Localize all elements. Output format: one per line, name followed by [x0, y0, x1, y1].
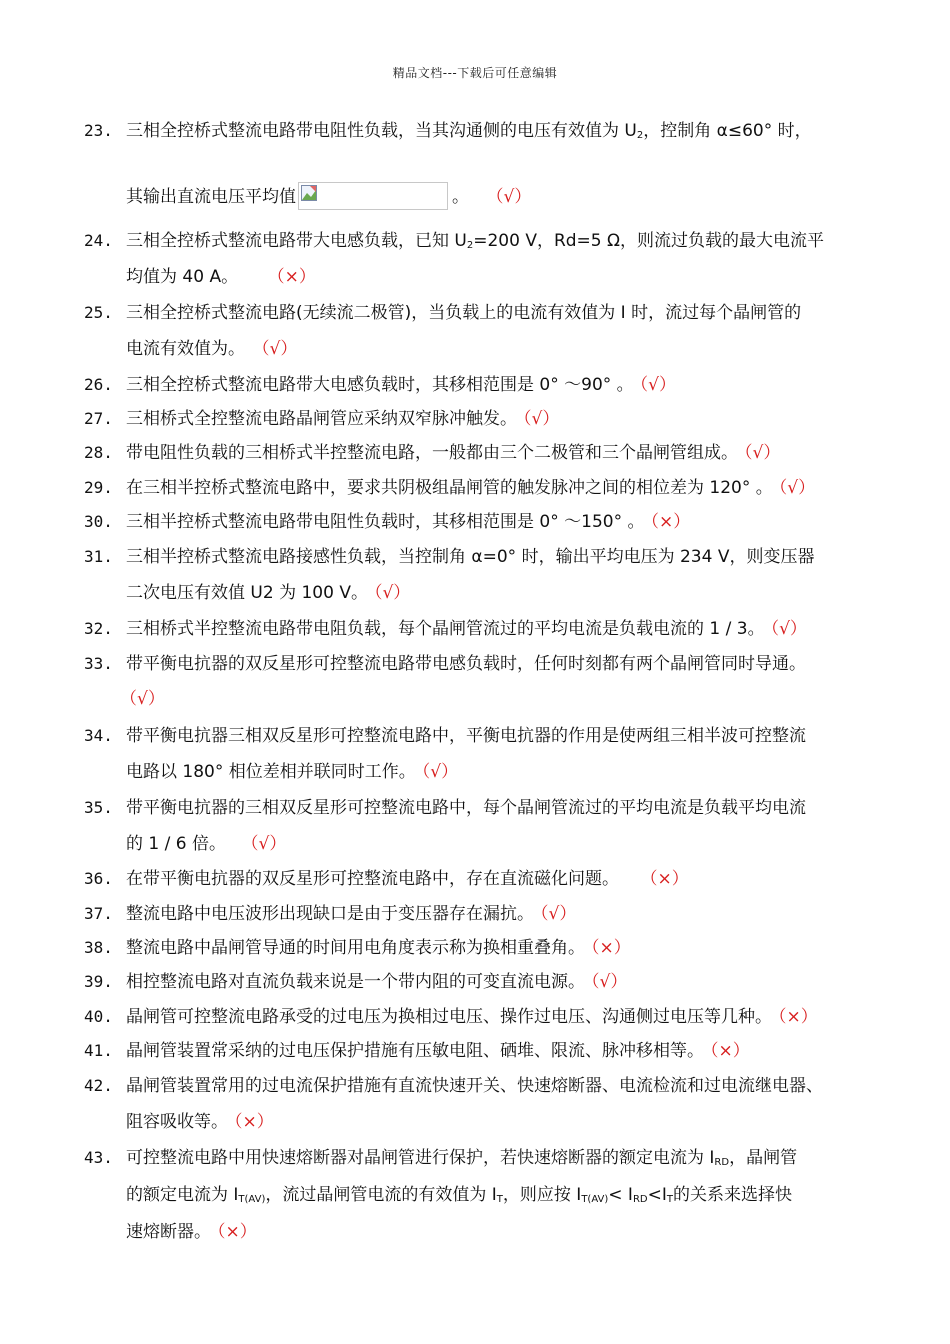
question-text: 三相全控桥式整流电路(无续流二极管)，当负载上的电流有效值为 I 时，流过每个晶闸管的	[126, 303, 802, 323]
question-number: 43.	[84, 1148, 113, 1167]
question-text: 三相桥式全控整流电路晶闸管应采纳双窄脉冲触发。	[126, 409, 517, 429]
question-text: 晶闸管装置常采纳的过电压保护措施有压敏电阻、硒堆、限流、脉冲移相等。	[126, 1041, 704, 1061]
question-number: 27.	[84, 409, 113, 428]
question-number: 24.	[84, 231, 113, 250]
question-number: 25.	[84, 303, 113, 322]
answer-mark: （√）	[249, 834, 287, 854]
question-number: 37.	[84, 904, 113, 923]
answer-mark: （×）	[234, 1112, 274, 1132]
question-number: 34.	[84, 726, 113, 745]
question-text: 三相半控桥式整流电路带电阻性负载时，其移相范围是 0° ～150° 。	[126, 512, 645, 532]
broken-image-icon	[301, 185, 317, 201]
question-text: 二次电压有效值 U2 为 100 V。	[126, 583, 368, 603]
question-number: 28.	[84, 443, 113, 462]
answer-mark: （×）	[591, 938, 631, 958]
question-text: 三相桥式半控整流电路带电阻负载，每个晶闸管流过的平均电流是负载电流的 1 / 3。	[126, 619, 765, 639]
question-text: 带平衡电抗器的双反星形可控整流电路带电感负载时，任何时刻都有两个晶闸管同时导通。	[126, 654, 806, 674]
question-text: 的额定电流为 I	[126, 1185, 239, 1205]
question-text: 可控整流电路中用快速熔断器对晶闸管进行保护，若快速熔断器的额定电流为 I	[126, 1148, 715, 1168]
question-text: 电流有效值为。	[126, 339, 245, 359]
answer-mark: （√）	[373, 583, 411, 603]
answer-mark: （√）	[120, 689, 165, 709]
question-list: 23. 三相全控桥式整流电路带电阻性负载，当其沟通侧的电压有效值为 $U_2$，控制角 α≤60° 时， 其输出直流电压平均值 。 （√） 24. 三相全控桥式整流电路带大电感负载，已知 $U_2=200$ V，Rd=5 Ω，则流过负载的最大电流平 均值为 40 A。 （×） 25. 三相全控桥式整流电路(无续流二极管)，当负载上的电流有效值为 I 时，流过每个晶闸管的 电流有效值为。 （√） 26. 三相全控桥式整流电路带大电感负载时，其移相范围是 0° ～90° 。 （√） 27. 三相桥式全控整流电路晶闸管应采纳双窄脉冲触发。 （√） 28. 带电阻性负载的三相桥式半控整流电路，一般都由三个二极管和三个晶闸管组成。 （√） 29. 在三相半控桥式整流电路中，要求共阴极组晶闸管的触发脉冲之间的相位差为 120° 。 （√） 30. 三相半控桥式整流电路带电阻性负载时，其移相范围是 0° ～150° 。 （×） 31. 三相半控桥式整流电路接感性负载，当控制角 α=0° 时，输出平均电压为 234 V，则变压器 二次电压有效值 U2 为 100 V。 （√） 32. 三相桥式半控整流电路带电阻负载，每个晶闸管流过的平均电流是负载电流的 1 / 3。 （√） 33. 带平衡电抗器的双反星形可控整流电路带电感负载时，任何时刻都有两个晶闸管同时导通。 （√） 34. 带平衡电抗器三相双反星形可控整流电路中，平衡电抗器的作用是使两组三相半波可控整流 电路以 180° 相位差相并联同时工作。 （√） 35. 带平衡电抗器的三相双反星形可控整流电路中，每个晶闸管流过的平均电流是负载平均电流 的 1 / 6 倍。 （√） 36. 在带平衡电抗器的双反星形可控整流电路中，存在直流磁化问题。 （×） 37. 整流电路中电压波形出现缺口是由于变压器存在漏抗。 （√） 38. 整流电路中晶闸管导通的时间用电角度表示称为换相重叠角。 （×） 39. 相控整流电路对直流负载来说是一个带内阻的可变直流电源。 （√） 40. 晶闸管可控整流电路承受的过电压为换相过电压、操作过电压、沟通侧过电压等几种。 （×） 41. 晶闸管装置常采纳的过电压保护措施有压敏电阻、硒堆、限流、脉冲移相等。 （×） 42. 晶闸管装置常用的过电流保护措施有直流快速开关、快速熔断器、电流检流和过电流继电器、 阻容吸收等。 （×） 43. 可控整流电路中用快速熔断器对晶闸管进行保护，若快速熔断器的额定电流为 $I_{RD}$，晶闸管 的额定电流为 $I_{T(AV)}$，流过晶闸管电流的有效值为 $I_T$，则应按 $I_{T(AV)}< I_{RD}<I_T$的关系来选择快 速熔断器。 （×）	[84, 121, 825, 1242]
question-text: 其输出直流电压平均值	[126, 187, 296, 207]
question-number: 23.	[84, 121, 113, 140]
question-text: 带电阻性负载的三相桥式半控整流电路，一般都由三个二极管和三个晶闸管组成。	[126, 443, 738, 463]
question-text: 在三相半控桥式整流电路中，要求共阴极组晶闸管的触发脉冲之间的相位差为 120° 。	[126, 478, 773, 498]
question-number: 31.	[84, 547, 113, 566]
answer-mark: （√）	[639, 375, 677, 395]
question-number: 36.	[84, 869, 113, 888]
answer-mark: （×）	[778, 1007, 818, 1027]
question-text: 相控整流电路对直流负载来说是一个带内阻的可变直流电源。	[126, 972, 585, 992]
question-number: 35.	[84, 798, 113, 817]
answer-mark: （√）	[770, 619, 807, 639]
answer-mark: （√）	[540, 904, 577, 924]
question-text: 晶闸管可控整流电路承受的过电压为换相过电压、操作过电压、沟通侧过电压等几种。	[126, 1007, 772, 1027]
answer-mark: （×）	[650, 512, 691, 532]
question-number: 33.	[84, 654, 113, 673]
question-number: 30.	[84, 512, 113, 531]
question-number: 38.	[84, 938, 113, 957]
question-text: 速熔断器。	[126, 1222, 211, 1242]
question-number: 40.	[84, 1007, 113, 1026]
question-number: 39.	[84, 972, 113, 991]
question-number: 32.	[84, 619, 113, 638]
question-text: 带平衡电抗器三相双反星形可控整流电路中，平衡电抗器的作用是使两组三相半波可控整流	[126, 726, 806, 746]
answer-mark: （×）	[710, 1041, 750, 1061]
question-text: 三相全控桥式整流电路带大电感负载时，其移相范围是 0° ～90° 。	[126, 375, 634, 395]
question-number: 41.	[84, 1041, 113, 1060]
answer-mark: （×）	[649, 869, 689, 889]
question-number: 26.	[84, 375, 113, 394]
question-text: 均值为 40 A。	[126, 267, 239, 287]
question-text: 晶闸管装置常用的过电流保护措施有直流快速开关、快速熔断器、电流检流和过电流继电器、	[126, 1076, 823, 1096]
question-text: 整流电路中电压波形出现缺口是由于变压器存在漏抗。	[126, 904, 534, 924]
question-number: 42.	[84, 1076, 113, 1095]
answer-mark: （√）	[495, 187, 532, 207]
answer-mark: （√）	[261, 339, 298, 359]
question-text: 三相半控桥式整流电路接感性负载，当控制角 α=0° 时，输出平均电压为 234 V，则变压器	[126, 547, 815, 567]
question-text: 阻容吸收等。	[126, 1112, 228, 1132]
question-text: 三相全控桥式整流电路带电阻性负载，当其沟通侧的电压有效值为 U	[126, 121, 637, 141]
answer-mark: （√）	[744, 443, 781, 463]
answer-mark: （√）	[591, 972, 628, 992]
answer-mark: （×）	[276, 267, 316, 287]
question-text: 带平衡电抗器的三相双反星形可控整流电路中，每个晶闸管流过的平均电流是负载平均电流	[126, 798, 806, 818]
question-text: 在带平衡电抗器的双反星形可控整流电路中，存在直流磁化问题。	[126, 869, 619, 889]
question-number: 29.	[84, 478, 113, 497]
question-text: 整流电路中晶闸管导通的时间用电角度表示称为换相重叠角。	[126, 938, 585, 958]
question-text: 的 1 / 6 倍。	[126, 834, 226, 854]
question-text: 三相全控桥式整流电路带大电感负载，已知 U	[126, 231, 467, 251]
broken-image	[298, 182, 448, 210]
page-header: 精品文档---下载后可任意编辑	[392, 66, 558, 80]
answer-mark: （√）	[778, 478, 816, 498]
question-text: 电路以 180° 相位差相并联同时工作。	[126, 762, 416, 782]
answer-mark: （√）	[523, 409, 560, 429]
answer-mark: （√）	[421, 762, 459, 782]
answer-mark: （×）	[217, 1222, 257, 1242]
